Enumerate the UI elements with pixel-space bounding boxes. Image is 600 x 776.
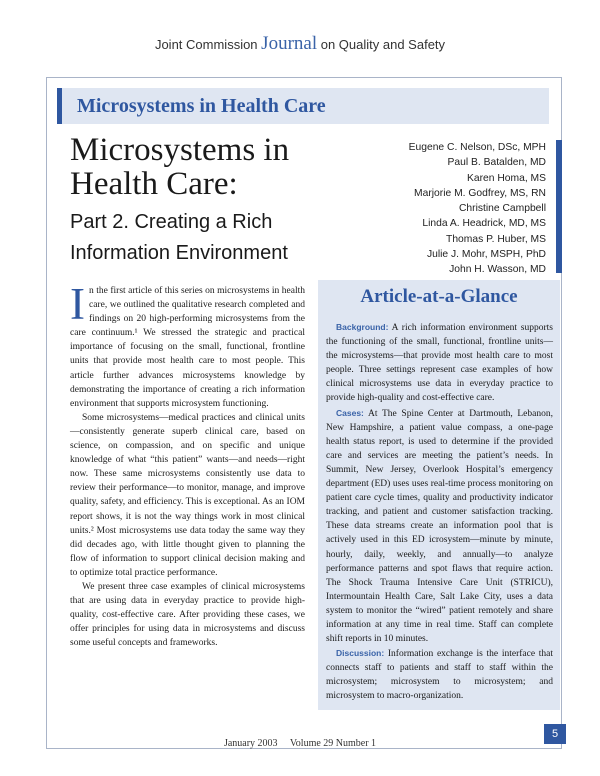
author: Karen Homa, MS: [467, 172, 546, 184]
author: Thomas P. Huber, MS: [446, 233, 546, 245]
issue-footer: January 2003 Volume 29 Number 1: [223, 738, 377, 749]
author: Christine Campbell: [459, 203, 546, 215]
glance-cases: [326, 406, 553, 647]
glance-background: [326, 320, 553, 406]
glance-discussion: [326, 646, 553, 703]
body-column: [70, 279, 305, 650]
title-line-2: Health Care:: [70, 166, 238, 202]
page-number: 5: [544, 724, 566, 744]
glance-body: [326, 320, 553, 704]
journal-word: Journal: [261, 33, 318, 54]
article-subtitle: Part 2. Creating a Rich Information Environment: [70, 211, 288, 264]
section-label: Microsystems in Health Care: [77, 95, 326, 117]
author: John H. Wasson, MD: [449, 264, 546, 276]
article-title: [70, 133, 289, 201]
title-line-1: Microsystems in: [70, 132, 290, 168]
journal-header: [0, 33, 600, 55]
body-paragraph: [70, 279, 305, 411]
journal-suffix: on Quality and Safety: [320, 37, 446, 52]
discussion-text: Information exchange is the interface that connects staff to patients and staff to staff within the microsystem; microsystem to microsystem; and microsystem to macro-organization.: [326, 649, 553, 702]
background-label: Background:: [336, 322, 389, 332]
accent-bar: [556, 140, 562, 273]
author: Paul B. Batalden, MD: [447, 157, 546, 169]
author: Marjorie M. Godfrey, MS, RN: [414, 187, 546, 199]
glance-title: Article-at-a-Glance: [360, 286, 518, 307]
section-banner: [57, 88, 549, 124]
cases-text: At The Spine Center at Dartmouth, Lebanon, New Hampshire, a patient value compass, a one-page health status report, is used to determine if the provided care and services are meeting the patient’s needs. In Summit, New Jersey, Overlook Hospital’s emergency department (ED) uses uses real-time process monitoring on patient care cycle times, quality and productivity indicator tracking, and patient and customer satisfaction tracking. These data streams create an information pool that is actively used in this ED icrosystem—minute by minute, hourly, daily, weekly, and annually—to analyze performance patterns and spot flaws that require action. The Shock Trauma Intensive Care Unit (STRICU), Intermountain Health Care, Salt Lake City, uses a data system to monitor the “wired” patient remotely and share information at any time in real time. Staff can complete shift reports in 10 minutes.: [326, 408, 553, 645]
author: Julie J. Mohr, MSPH, PhD: [426, 249, 546, 261]
author: Linda A. Headrick, MD, MS: [422, 218, 546, 230]
discussion-label: Discussion:: [336, 648, 385, 659]
background-text: A rich information environment supports the functioning of the small, functional, frontline units—the microsystems—that provide most health care to most people. Three settings represent case examples of how clinical microsystems use data in everyday practice to provide high-quality and cost-effective care.: [326, 323, 553, 404]
journal-prefix: Joint Commission: [154, 37, 258, 52]
paragraph-text: n the first article of this series on microsystems in health care, we outlined the qualitative research completed and findings on 20 high-performing microsystems from the care continuum.¹ We stressed the strategic and practical importance of focusing on the small, functional, frontline units that provide most health care to most people. This article further advances microsystems knowledge by demonstrating the importance of creating a rich information environment that supports microsystem functioning.: [70, 286, 305, 409]
body-paragraph: We present three case examples of clinical microsystems that are using data in everyday practice to provide high-quality, cost-effective care. After providing these cases, we offer principles for using data in microsystems and discuss some useful concepts and frameworks.: [70, 581, 305, 649]
body-paragraph: Some microsystems—medical practices and clinical units—consistently generate superb clinical care, based on science, on compassion, and on specific and unique knowledge of what “this patient” wants—and needs—right now. These same microsystems consistently use data to review their performance—to monitor, manage, and improve quality, safety, and efficiency. This is exceptional. As an IOM report shows, it is not the way things work in most clinical units.² Most microsystems use data today the same way they did decades ago, with little thought given to planning the flow of information to support clinical decision making and to optimize total practice performance.: [70, 412, 305, 578]
author: Eugene C. Nelson, DSc, MPH: [408, 142, 546, 153]
dropcap: I: [70, 279, 85, 329]
cases-label: Cases:: [336, 407, 364, 418]
author-list: [409, 140, 546, 278]
